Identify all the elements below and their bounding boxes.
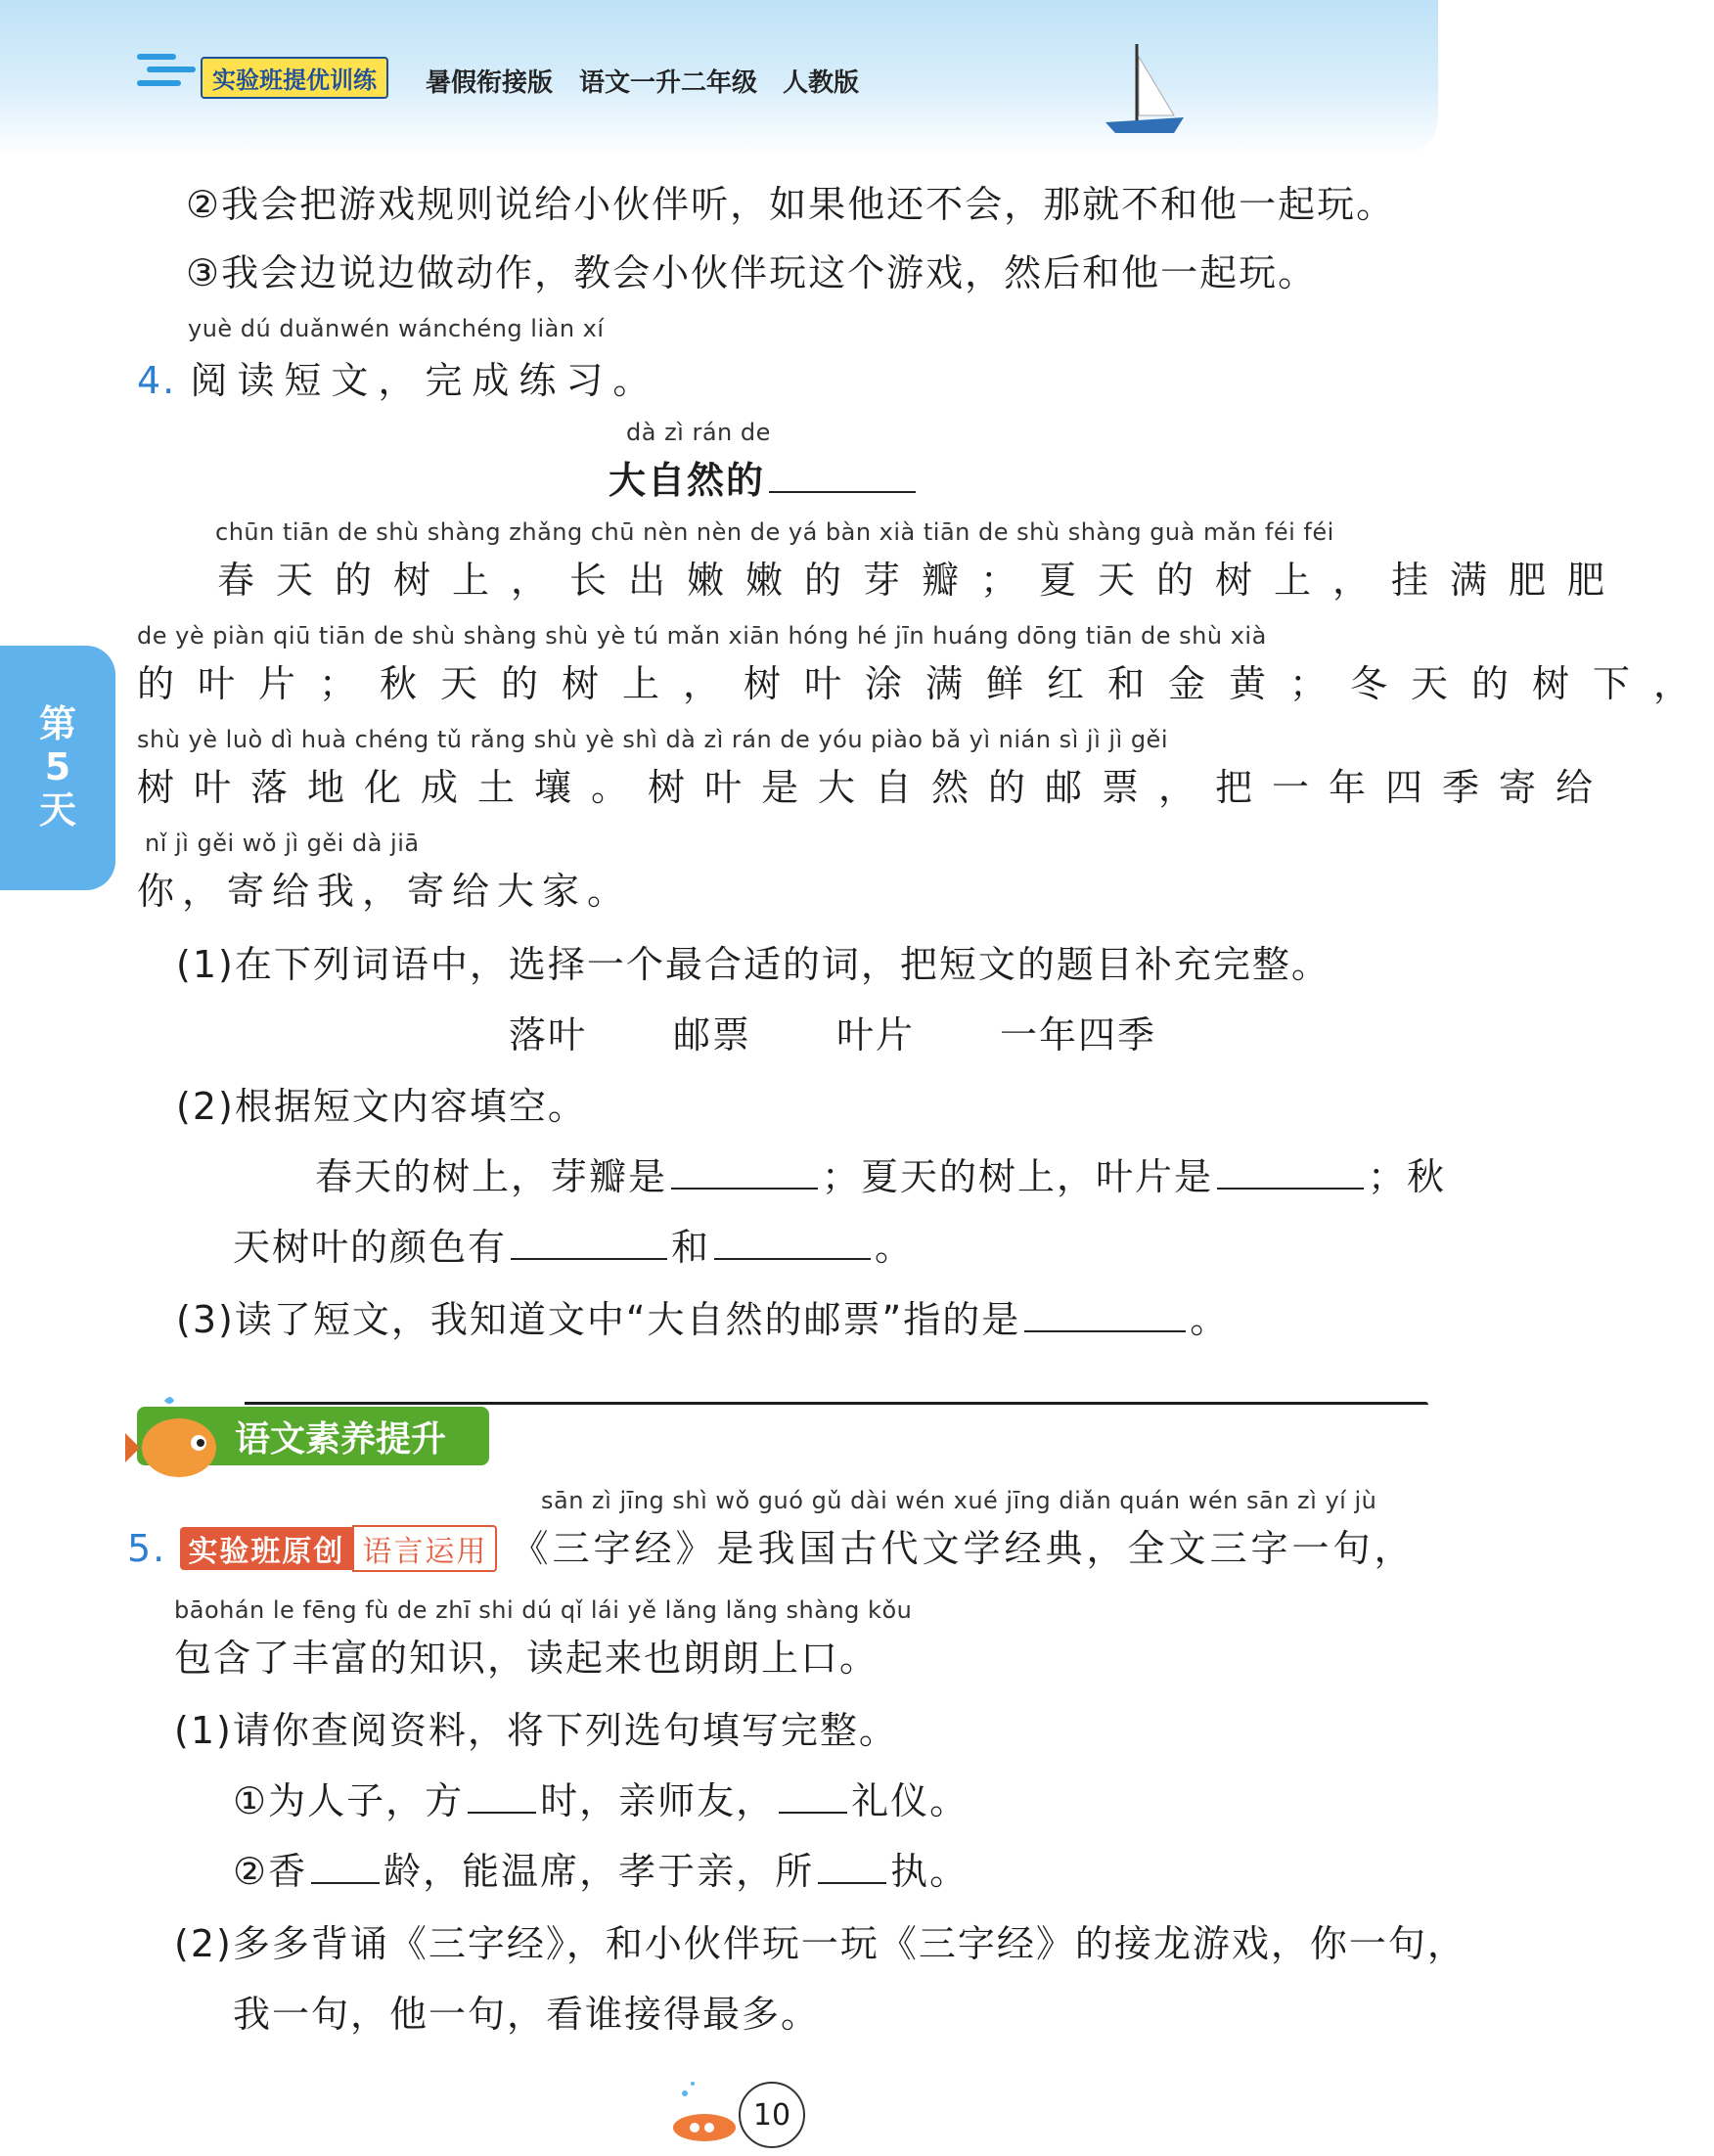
blank-stamp[interactable] bbox=[1024, 1330, 1186, 1332]
q5-sentence-2 bbox=[233, 1841, 969, 1895]
blank-q5-4[interactable] bbox=[818, 1882, 886, 1884]
sub2-text-c: ；秋 bbox=[1368, 1155, 1447, 1198]
passage-line-2: 的叶片；秋天的树上，树叶涂满鲜红和金黄；冬天的树下， bbox=[137, 662, 1714, 705]
q4-title-pinyin: yuè dú duǎnwén wánchéng liàn xí bbox=[188, 315, 605, 342]
q5-sub1: (1)请你查阅资料，将下列选句填写完整。 bbox=[174, 1709, 898, 1752]
q5-s1-b: 时，亲师友， bbox=[540, 1779, 776, 1822]
passage-title bbox=[609, 450, 920, 504]
q4-sub2-line2 bbox=[233, 1217, 914, 1271]
passage-line-1: 春天的树上，长出嫩嫩的芽瓣；夏天的树上，挂满肥肥 bbox=[217, 559, 1627, 602]
blank-leaf[interactable] bbox=[1217, 1188, 1364, 1190]
q4-title-row bbox=[137, 350, 659, 404]
passage-line-2-pinyin: de yè piàn qiū tiān de shù shàng shù yè tú mǎn xiān hóng hé jīn huáng dōng tiān de shù xià bbox=[137, 622, 1267, 650]
edition-label: 暑假衔接版 bbox=[426, 68, 554, 98]
q5-pinyin-2: bāohán le fēng fù de zhī shi dú qǐ lái yě lǎng lǎng shàng kǒu bbox=[174, 1596, 913, 1624]
subject-grade-label: 语文一升二年级 bbox=[579, 68, 758, 98]
sub2-text-e: 和 bbox=[671, 1226, 711, 1269]
sub2-text-a: 春天的树上，芽瓣是 bbox=[315, 1155, 668, 1198]
q5-sentence-1 bbox=[233, 1771, 969, 1824]
q5-text-2: 包含了丰富的知识，读起来也朗朗上口。 bbox=[174, 1637, 880, 1680]
blank-color-2[interactable] bbox=[714, 1258, 871, 1260]
q3-option-2: ②我会把游戏规则说给小伙伴听，如果他还不会，那就不和他一起玩。 bbox=[186, 183, 1396, 226]
word-option-1[interactable]: 落叶 bbox=[509, 1013, 588, 1056]
q5-sub2-line-1: (2)多多背诵《三字经》，和小伙伴玩一玩《三字经》的接龙游戏，你一句， bbox=[174, 1922, 1466, 1965]
blank-q5-1[interactable] bbox=[468, 1812, 536, 1814]
q4-title: 阅读短文，完成练习。 bbox=[190, 359, 660, 402]
sub2-text-d: 天树叶的颜色有 bbox=[233, 1226, 508, 1269]
day-tab-suffix: 天 bbox=[38, 787, 76, 831]
day-tab-prefix: 第 bbox=[38, 702, 76, 746]
section-divider bbox=[245, 1402, 1428, 1405]
sub2-text-f: 。 bbox=[875, 1226, 915, 1269]
q5-s1-c: 礼仪。 bbox=[851, 1779, 970, 1822]
fish-mascot-icon bbox=[125, 1389, 233, 1487]
sub3-end: 。 bbox=[1190, 1298, 1230, 1341]
sub2-text-b: ；夏天的树上，叶片是 bbox=[822, 1155, 1214, 1198]
blank-q5-3[interactable] bbox=[311, 1882, 380, 1884]
publisher-label: 人教版 bbox=[783, 68, 860, 98]
q4-sub2-line1 bbox=[315, 1146, 1446, 1200]
sub3-text: (3)读了短文，我知道文中“大自然的邮票”指的是 bbox=[176, 1298, 1021, 1341]
q5-s2-b: 龄，能温席，孝于亲，所 bbox=[383, 1850, 815, 1893]
sailboat-icon bbox=[1096, 39, 1194, 137]
day-tab bbox=[0, 646, 115, 890]
q3-option-3: ③我会边说边做动作，教会小伙伴玩这个游戏，然后和他一起玩。 bbox=[186, 251, 1318, 294]
q4-sub2: (2)根据短文内容填空。 bbox=[176, 1085, 587, 1128]
q5-number: 5. bbox=[127, 1527, 167, 1570]
submarine-icon bbox=[665, 2074, 744, 2152]
q5-s2-a: ②香 bbox=[233, 1850, 308, 1893]
passage-line-4-pinyin: nǐ jì gěi wǒ jì gěi dà jiā bbox=[145, 830, 420, 857]
q5-text-1: 《三字经》是我国古代文学经典，全文三字一句， bbox=[511, 1527, 1416, 1570]
passage-line-4: 你，寄给我，寄给大家。 bbox=[137, 870, 633, 913]
series-badge: 实验班提优训练 bbox=[201, 57, 388, 99]
q4-sub1: (1)在下列词语中，选择一个最合适的词，把短文的题目补充完整。 bbox=[176, 943, 1331, 986]
passage-line-3: 树叶落地化成土壤。树叶是大自然的邮票，把一年四季寄给 bbox=[137, 766, 1613, 809]
q4-sub3 bbox=[176, 1289, 1229, 1343]
tag-original: 实验班原创 bbox=[180, 1527, 352, 1570]
word-option-4[interactable]: 一年四季 bbox=[1000, 1013, 1157, 1056]
blank-color-1[interactable] bbox=[511, 1258, 667, 1260]
title-blank[interactable] bbox=[769, 491, 916, 493]
q5-pinyin-1: sān zì jīng shì wǒ guó gǔ dài wén xué jīng diǎn quán wén sān zì yí jù bbox=[541, 1487, 1377, 1514]
word-option-3[interactable]: 叶片 bbox=[836, 1013, 916, 1056]
passage-line-1-pinyin: chūn tiān de shù shàng zhǎng chū nèn nèn de yá bàn xià tiān de shù shàng guà mǎn féi féi bbox=[215, 518, 1334, 546]
blank-q5-2[interactable] bbox=[779, 1812, 847, 1814]
section-title: 语文素养提升 bbox=[235, 1418, 447, 1460]
q5-line-1 bbox=[127, 1518, 1415, 1572]
passage-line-3-pinyin: shù yè luò dì huà chéng tǔ rǎng shù yè shì dà zì rán de yóu piào bǎ yì nián sì jì jì gěi bbox=[137, 726, 1168, 753]
passage-title-text: 大自然的 bbox=[609, 459, 766, 502]
word-option-2[interactable]: 邮票 bbox=[673, 1013, 752, 1056]
day-tab-number: 5 bbox=[44, 745, 71, 789]
q4-number: 4. bbox=[137, 359, 177, 402]
q5-sub2-line-2: 我一句，他一句，看谁接得最多。 bbox=[233, 1993, 821, 2036]
q5-s2-c: 执。 bbox=[890, 1850, 970, 1893]
q5-s1-a: ①为人子，方 bbox=[233, 1779, 465, 1822]
blank-bud[interactable] bbox=[671, 1188, 818, 1190]
passage-title-pinyin: dà zì rán de bbox=[626, 419, 771, 446]
page-number: 10 bbox=[739, 2082, 805, 2148]
tag-language-use: 语言运用 bbox=[352, 1525, 497, 1572]
